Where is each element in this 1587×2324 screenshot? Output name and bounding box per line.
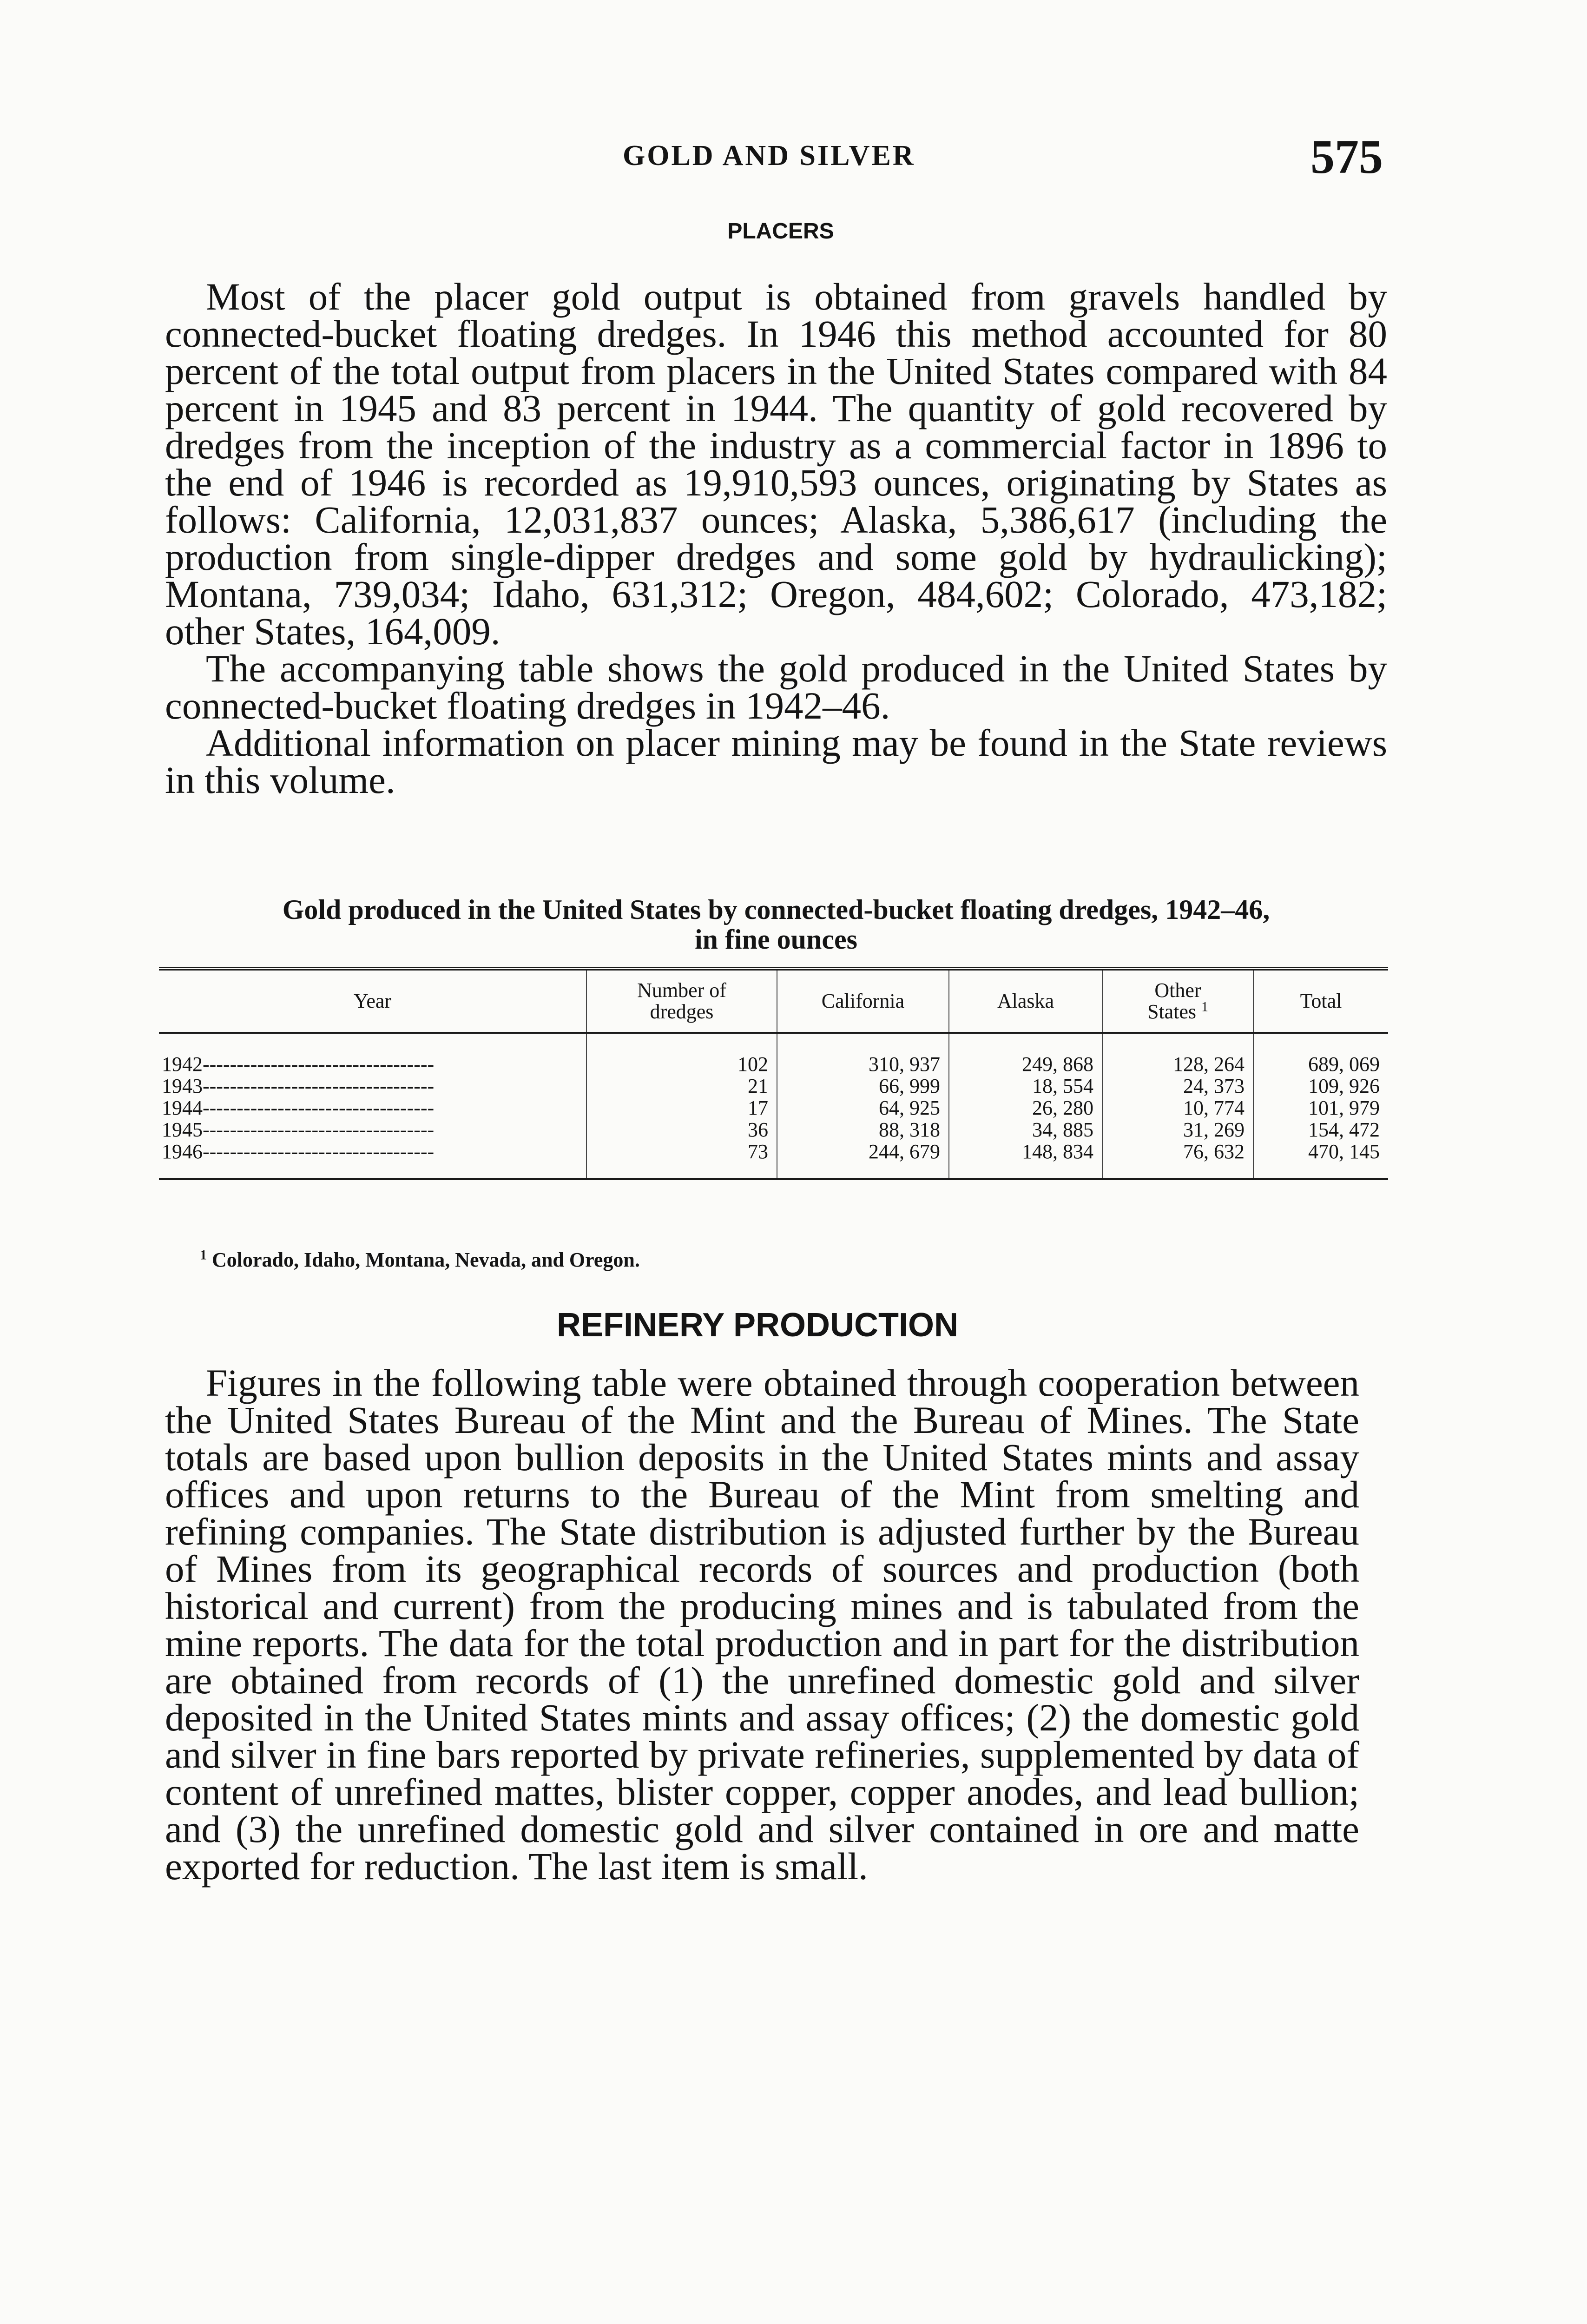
table-row [159, 1119, 1388, 1141]
header-year: Year [159, 969, 586, 1033]
table-caption [163, 895, 1389, 954]
cell-year: 1946---------------------------------- [159, 1141, 586, 1179]
placers-paragraph-1: Most of the placer gold output is obtained from gravels handled by connected-bucket floating dredges. In 1946 this method accounted for 80 percent of the total output from placers in the United States compared with 84 percent in 1945 and 83 percent in 1944. The quantity of gold recovered by dredges from the inception of the industry as a commercial factor in 1896 to the end of 1946 is recorded as 19,910,593 ounces, originating by States as follows: California, 12,031,837 ounces; Alaska, 5,386,617 (including the production from single-dipper dredges and some gold by hydraulicking); Montana, 739,034; Idaho, 631,312; Oregon, 484,602; Colorado, 473,182; other States, 164,009. [165, 275, 1387, 653]
header-california: California [777, 969, 949, 1033]
cell-california: 88, 318 [777, 1119, 949, 1141]
cell-alaska: 249, 868 [949, 1033, 1102, 1075]
header-total: Total [1253, 969, 1388, 1033]
table-row [159, 1033, 1388, 1075]
footnote-marker: 1 [200, 1247, 207, 1263]
cell-other-states: 128, 264 [1102, 1033, 1253, 1075]
cell-total: 101, 979 [1253, 1097, 1388, 1119]
cell-dredges: 102 [586, 1033, 777, 1075]
table-row [159, 1141, 1388, 1179]
cell-california: 66, 999 [777, 1075, 949, 1097]
table-row [159, 1097, 1388, 1119]
cell-dredges: 21 [586, 1075, 777, 1097]
cell-year: 1944---------------------------------- [162, 1097, 435, 1119]
placers-heading: PLACERS [727, 219, 834, 244]
table-row [159, 1075, 1388, 1097]
refinery-body [165, 1361, 1359, 1888]
cell-dredges: 36 [586, 1119, 777, 1141]
placers-body [165, 275, 1387, 801]
header-alaska: Alaska [949, 969, 1102, 1033]
refinery-heading: REFINERY PRODUCTION [556, 1307, 959, 1344]
cell-total: 689, 069 [1253, 1033, 1388, 1075]
cell-alaska: 18, 554 [949, 1075, 1102, 1097]
table-footnote [200, 1248, 640, 1272]
cell-alaska: 26, 280 [949, 1097, 1102, 1119]
cell-year: 1945---------------------------------- [162, 1119, 435, 1141]
cell-other-states: 76, 632 [1102, 1141, 1253, 1179]
cell-alaska: 34, 885 [949, 1119, 1102, 1141]
table-caption-line-2: in fine ounces [694, 924, 858, 955]
cell-year: 1943---------------------------------- [162, 1075, 435, 1097]
footnote-text: Colorado, Idaho, Montana, Nevada, and Oregon. [212, 1248, 640, 1271]
cell-dredges: 17 [586, 1097, 777, 1119]
cell-california: 244, 679 [777, 1141, 949, 1179]
cell-dredges: 73 [586, 1141, 777, 1179]
cell-other-states: 31, 269 [1102, 1119, 1253, 1141]
cell-california: 310, 937 [777, 1033, 949, 1075]
placers-paragraph-2: The accompanying table shows the gold produced in the United States by connected-bucket floating dredges in 1942–46. [165, 647, 1387, 727]
table-caption-line-1: Gold produced in the United States by connected-bucket floating dredges, 1942–46, [282, 894, 1270, 925]
cell-total: 154, 472 [1253, 1119, 1388, 1141]
cell-other-states: 10, 774 [1102, 1097, 1253, 1119]
cell-year: 1942---------------------------------- [162, 1053, 435, 1075]
page-number: 575 [1310, 130, 1383, 184]
refinery-paragraph: Figures in the following table were obtained through cooperation between the United States Bureau of the Mint and the Bureau of Mines. The State totals are based upon bullion deposits in the United States mints and assay offices and upon returns to the Bureau of the Mint from smelting and refining companies. The State distribution is adjusted further by the Bureau of Mines from its geographical records of sources and production (both historical and current) from the producing mines and is tabulated from the mine reports. The data for the total production and in part for the distribution are obtained from records of (1) the unrefined domestic gold and silver deposited in the United States mints and assay offices; (2) the domestic gold and silver in fine bars reported by private refineries, supplemented by data of content of unrefined mattes, blister copper, copper anodes, and lead bullion; and (3) the unrefined domestic gold and silver contained in ore and matte exported for reduction. The last item is small. [165, 1361, 1359, 1888]
table-header-row [159, 969, 1388, 1033]
placers-paragraph-3: Additional information on placer mining may be found in the State reviews in this volume. [165, 721, 1387, 801]
running-title: GOLD AND SILVER [623, 140, 915, 172]
header-dredges: Number of dredges [586, 969, 777, 1033]
cell-total: 109, 926 [1253, 1075, 1388, 1097]
header-footnote-marker: 1 [1201, 999, 1209, 1015]
cell-total: 470, 145 [1253, 1141, 1388, 1179]
header-other-states: Other States $^1$ [1102, 969, 1253, 1033]
dredge-production-table [159, 967, 1388, 1180]
cell-alaska: 148, 834 [949, 1141, 1102, 1179]
cell-california: 64, 925 [777, 1097, 949, 1119]
cell-other-states: 24, 373 [1102, 1075, 1253, 1097]
